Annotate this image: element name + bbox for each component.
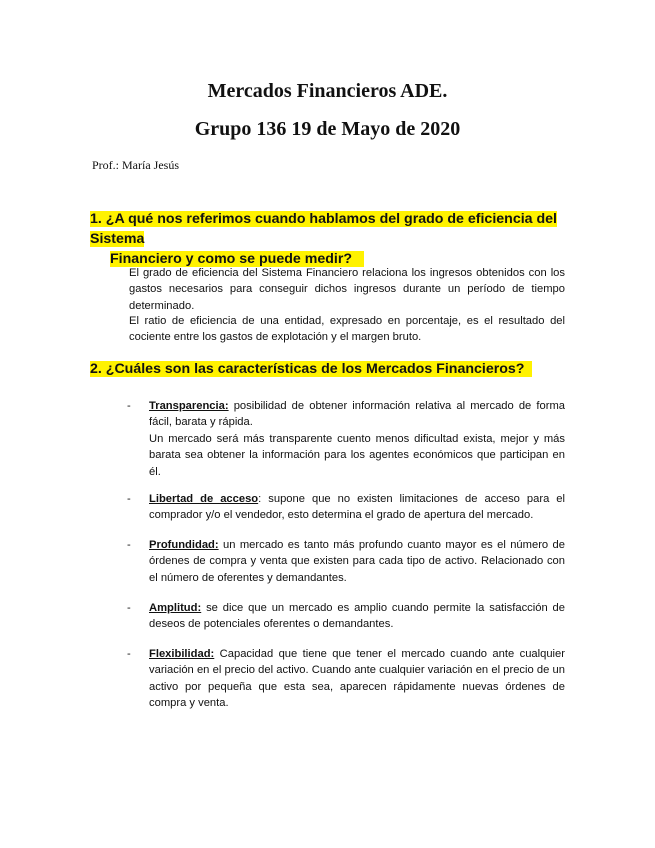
- bullet-dash: -: [127, 648, 131, 660]
- list-item-transparencia: [129, 398, 565, 480]
- list-item-amplitud: [129, 600, 565, 633]
- list-item-flexibilidad: [129, 646, 565, 712]
- list-item-profundidad: [129, 537, 565, 586]
- term-label: Libertad de acceso: [149, 493, 259, 505]
- answer-1-paragraph-2: El ratio de eficiencia de una entidad, expresado en porcentaje, es el resultado del cociente entre los gastos de explotación y el margen bruto.: [129, 315, 565, 344]
- document-subtitle: Grupo 136 19 de Mayo de 2020: [194, 118, 461, 140]
- term-description: posibilidad de obtener información relativa al mercado de forma fácil, barata y rápida.: [149, 400, 565, 429]
- term-label: Transparencia:: [149, 400, 229, 412]
- bullet-dash: -: [127, 539, 131, 551]
- bullet-dash: -: [127, 602, 131, 614]
- term-label: Flexibilidad:: [149, 648, 215, 660]
- question-1-line-2: Financiero y como se puede medir?: [110, 251, 353, 267]
- answer-1-paragraph-1: El grado de eficiencia del Sistema Financiero relaciona los ingresos obtenidos con los gastos necesarios para conseguir dichos ingresos durante un período de tiempo determinado.: [129, 267, 565, 312]
- question-1-heading: [90, 209, 570, 269]
- question-1-line-1: 1. ¿A qué nos referimos cuando hablamos del grado de eficiencia del Sistema: [90, 211, 557, 247]
- bullet-dash: -: [127, 400, 131, 412]
- term-description: Capacidad que tiene que tener el mercado cuando ante cualquier variación en el precio del activo. Cuando ante cualquier variación en el precio de un activo por pequeña que esta sea, aparecen rápidamente nuevas órdenes de compra y venta.: [149, 648, 565, 710]
- term-extra-description: Un mercado será más transparente cuento menos dificultad exista, mejor y más barata sea obtener la información para los agentes económicos que participan en él.: [149, 432, 565, 478]
- list-item-libertad-acceso: [129, 491, 565, 524]
- question-2-heading: [90, 359, 570, 379]
- question-2-text: 2. ¿Cuáles son las características de los Mercados Financieros?: [90, 361, 525, 377]
- term-label: Amplitud:: [149, 602, 202, 614]
- professor-line: Prof.: María Jesús: [92, 158, 179, 172]
- document-title: Mercados Financieros ADE.: [207, 80, 448, 102]
- term-description: un mercado es tanto más profundo cuanto mayor es el número de órdenes de compra y venta que existen para cada tipo de activo. Relacionado con el número de oferentes y demandantes.: [149, 539, 565, 584]
- term-label: Profundidad:: [149, 539, 219, 551]
- term-description: : supone que no existen limitaciones de acceso para el comprador y/o el vendedor, esto determina el grado de apertura del mercado.: [149, 493, 566, 522]
- bullet-dash: -: [127, 493, 131, 505]
- term-description: se dice que un mercado es amplio cuando permite la satisfacción de deseos de potenciales oferentes o demandantes.: [149, 602, 565, 631]
